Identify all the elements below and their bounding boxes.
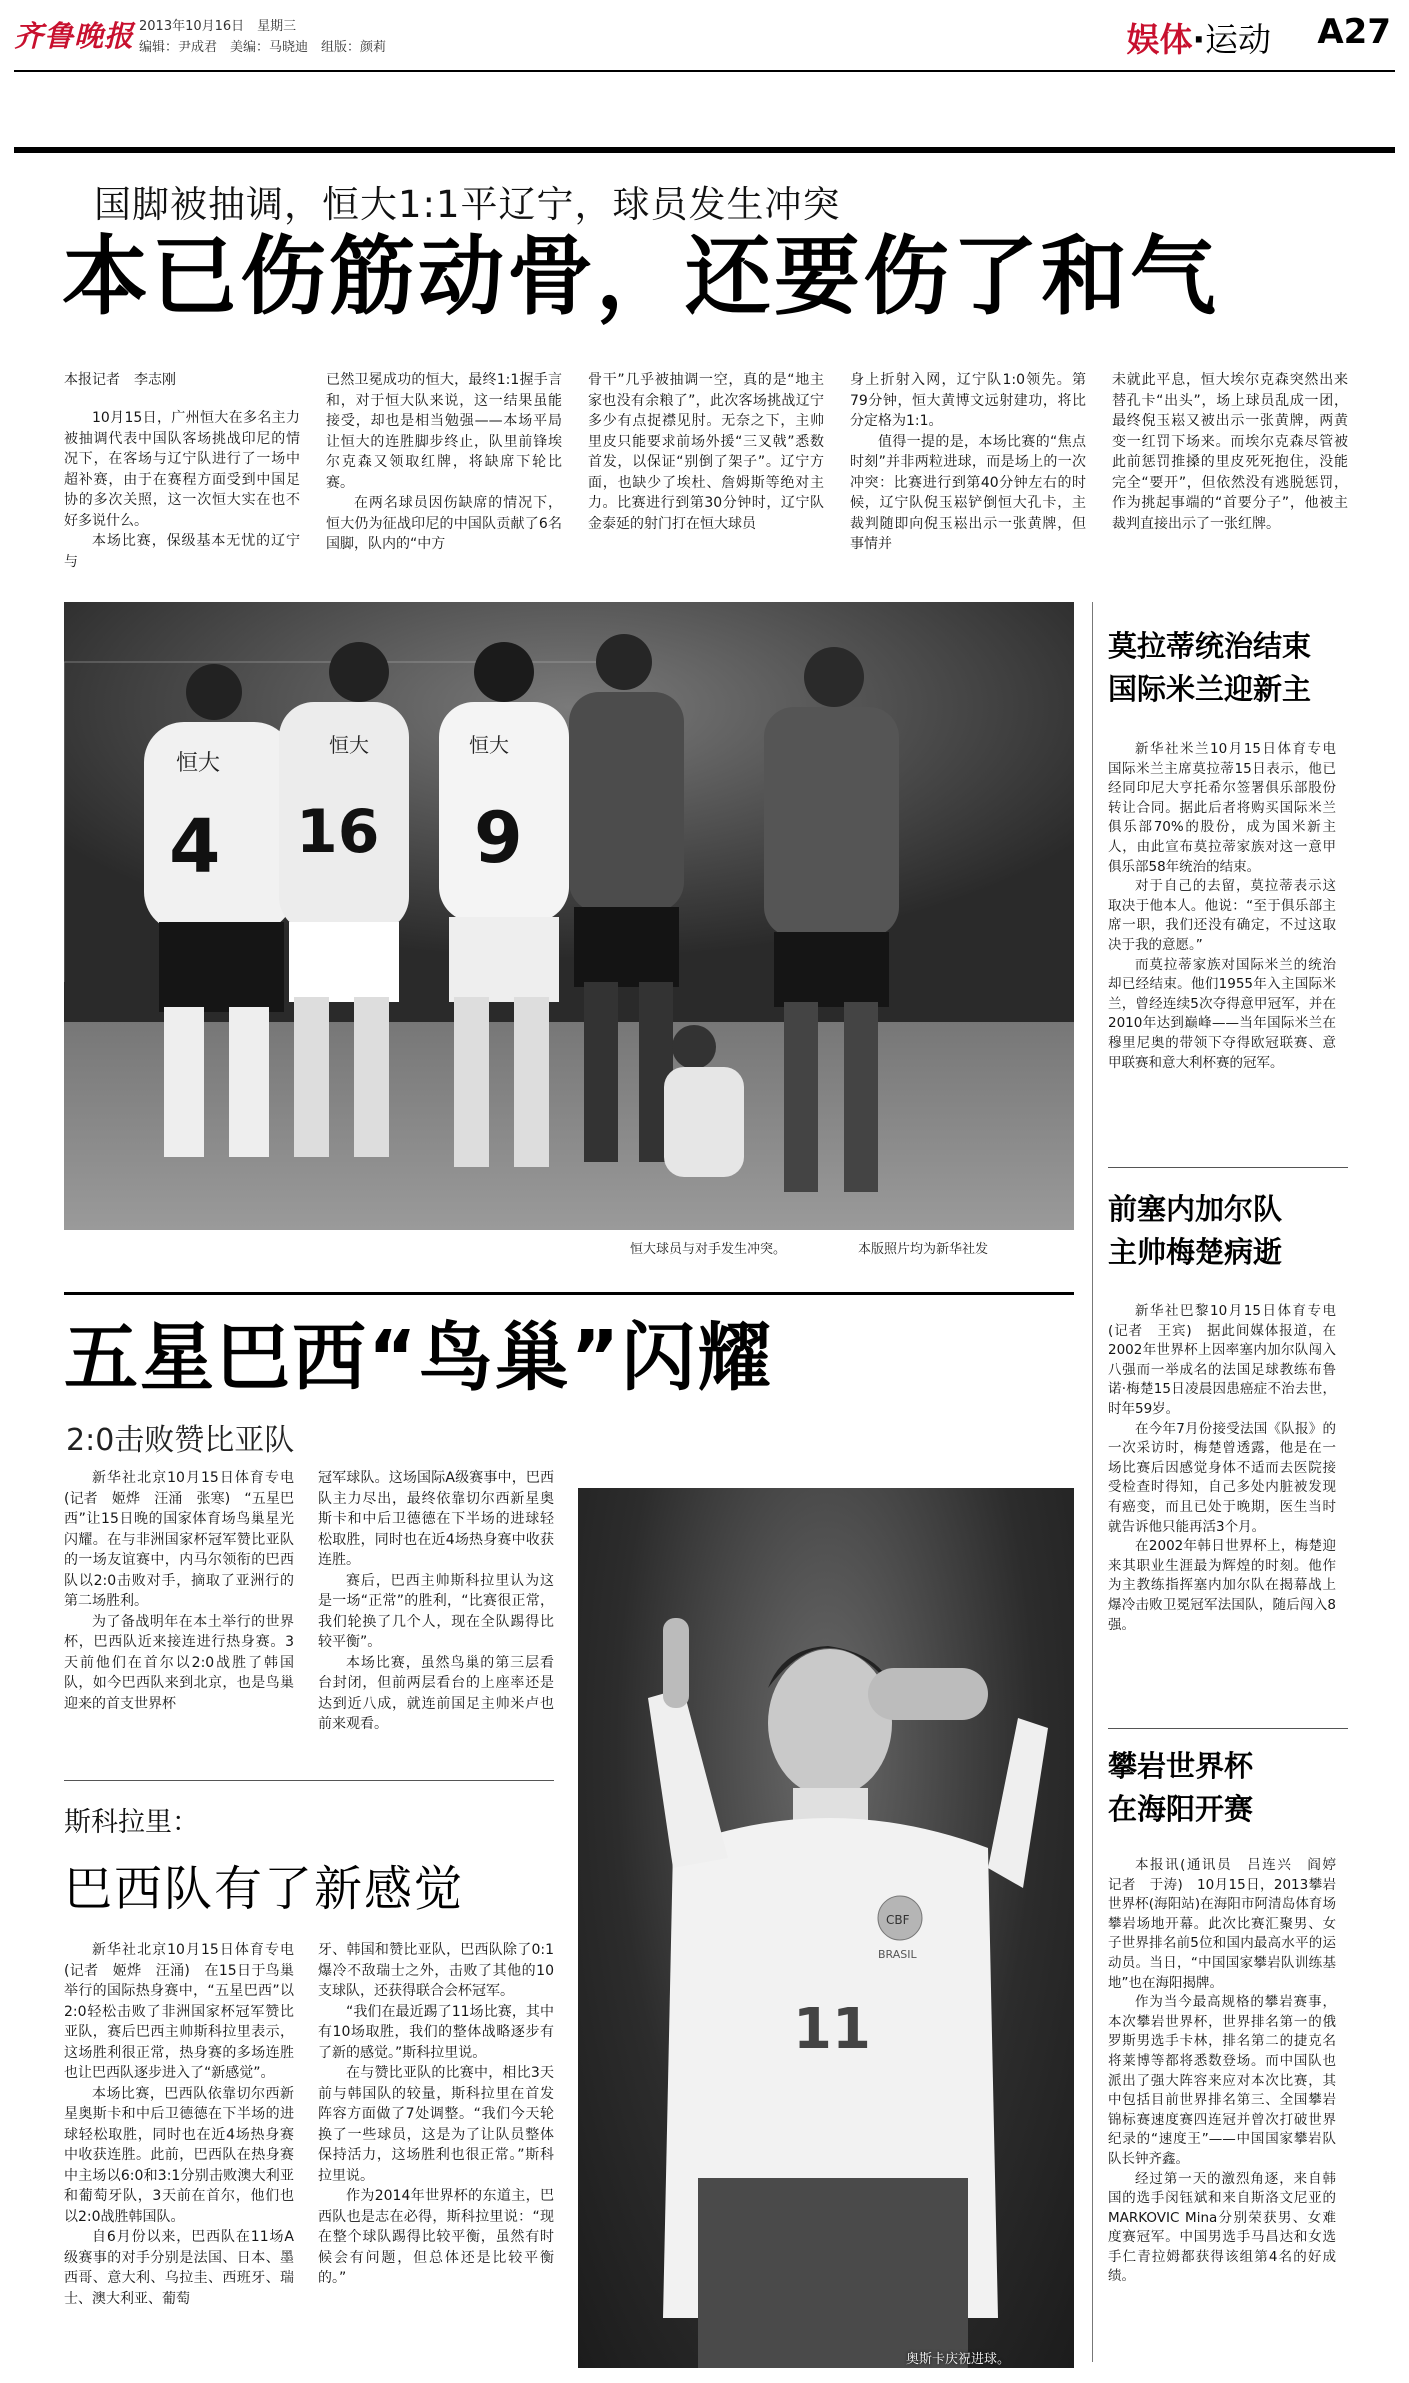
brazil-sub-divider xyxy=(64,1780,554,1781)
jersey-text: 恒大 xyxy=(176,751,221,776)
brazil-paragraph: 自6月份以来，巴西队在11场A级赛事的对手分别是法国、日本、墨西哥、意大利、乌拉圭、西班牙、瑞士、澳大利亚、葡萄 xyxy=(64,2229,294,2307)
sidebar-headline xyxy=(1108,1745,1388,1831)
brazil-paragraph: 新华社北京10月15日体育专电(记者 姬烨 汪涌) 在15日于鸟巢举行的国际热身赛中，“五星巴西”以2:0轻松击败了非洲国家杯冠军赞比亚队，赛后巴西主帅斯科拉里表示，这场胜利很正常，热身赛的多场连胜也让巴西队逐步进入了“新感觉”。 xyxy=(64,1942,294,2081)
sidebar-paragraph: 作为当今最高规格的攀岩赛事，本次攀岩世界杯，世界排名第一的俄罗斯男选手卡林，排名第二的捷克名将莱博等都将悉数登场。而中国队也派出了强大阵容来应对本次比赛，其中包括目前世界排名第三、全国攀岩锦标赛速度赛四连冠并曾次打破世界纪录的“速度王”——中国国家攀岩队队长钟齐鑫。 xyxy=(1108,1994,1336,2167)
brazil-column-4 xyxy=(318,1940,554,2289)
sidebar-headline-line: 攀岩世界杯 xyxy=(1108,1749,1254,1783)
brazil-paragraph: 牙、韩国和赞比亚队，巴西队除了0:1爆冷不敌瑞士之外，击败了其他的10支球队，还获得联合会杯冠军。 xyxy=(318,1942,554,1999)
lead-paragraph: 已然卫冕成功的恒大，最终1:1握手言和，对于恒大队来说，这一结果虽能接受，却也是相当勉强——本场平局让恒大的连胜脚步终止，队里前锋埃尔克森又领取红牌，将缺席下轮比赛。 xyxy=(326,372,562,491)
brazil-photo-graphic xyxy=(578,1488,1074,2368)
lead-column-4 xyxy=(850,370,1086,555)
sidebar-article xyxy=(1108,1856,1350,2287)
jersey-number: 9 xyxy=(474,797,523,879)
masthead xyxy=(0,0,1409,70)
sidebar-paragraph: 本报讯(通讯员 吕连兴 阎婷 记者 于涛) 10月15日，2013攀岩世界杯(海阳站)在海阳市阿清岛体育场攀岩场地开幕。此次比赛汇聚男、女子世界排名前5位和国内最高水平的运动员。当日，“中国国家攀岩队训练基地”也在海阳揭牌。 xyxy=(1108,1857,1350,1991)
jersey-number: 11 xyxy=(793,1997,871,2062)
sidebar-divider xyxy=(1108,1728,1348,1729)
shirt-crest-text: CBF xyxy=(886,1913,910,1927)
brazil-top-rule xyxy=(64,1292,1074,1295)
sidebar-headline-line: 在海阳开赛 xyxy=(1108,1792,1254,1826)
sidebar-article xyxy=(1108,740,1350,1073)
brazil-paragraph: 作为2014年世界杯的东道主，巴西队也是志在必得，斯科拉里说：“现在整个球队踢得比较平衡，虽然有时候会有问题，但总体还是比较平衡的。” xyxy=(318,2188,554,2286)
brazil-headline-2: 巴西队有了新感觉 xyxy=(64,1861,465,1917)
sidebar-paragraph: 在2002年韩日世界杯上，梅楚迎来其职业生涯最为辉煌的时刻。他作为主教练指挥塞内加尔队在揭幕战上爆冷击败卫冕冠军法国队，随后闯入8强。 xyxy=(1108,1538,1336,1633)
lead-paragraph: 在两名球员因伤缺席的情况下，恒大仍为征战印尼的中国队贡献了6名国脚，队内的“中方 xyxy=(326,495,562,552)
page-number: A27 xyxy=(1317,12,1391,52)
section-name-a: 娱体 xyxy=(1126,20,1193,59)
shirt-country-text: BRASIL xyxy=(878,1948,917,1961)
sidebar-headline-line: 国际米兰迎新主 xyxy=(1108,672,1312,706)
lead-column-2 xyxy=(326,370,562,555)
lead-paragraph: 本场比赛，保级基本无忧的辽宁与 xyxy=(64,533,300,570)
lead-photo-graphic xyxy=(64,602,1074,1230)
lead-photo-credit: 本版照片均为新华社发 xyxy=(858,1242,989,1257)
column-divider xyxy=(1092,602,1093,2362)
sidebar-headline xyxy=(1108,625,1388,711)
sidebar-paragraph: 新华社米兰10月15日体育专电 国际米兰主席莫拉蒂15日表示，他已经同印尼大亨托希尔签署俱乐部股份转让合同。据此后者将购买国际米兰俱乐部70%的股份，成为国米新主人，由此宣布莫拉蒂家族对这一意甲俱乐部58年统治的结束。 xyxy=(1108,741,1350,875)
section-name xyxy=(1126,14,1271,61)
lead-paragraph: 骨干”几乎被抽调一空，真的是“地主家也没有余粮了”，此次客场挑战辽宁多少有点捉襟见肘。无奈之下，主帅里皮只能要求前场外援“三叉戟”悉数首发，以保证“别倒了架子”。辽宁方面，也缺少了埃杜、詹姆斯等绝对主力。比赛进行到第30分钟时，辽宁队金泰延的射门打在恒大球员 xyxy=(588,372,824,532)
lead-photo-caption: 恒大球员与对手发生冲突。 xyxy=(630,1242,787,1257)
masthead-rule xyxy=(14,70,1395,72)
sidebar-paragraph: 新华社巴黎10月15日体育专电(记者 王宾) 据此间媒体报道，在2002年世界杯上因率塞内加尔队闯入八强而一举成名的法国足球教练布鲁诺·梅楚15日凌晨因患癌症不治去世，时年59岁。 xyxy=(1108,1303,1336,1417)
lead-paragraph: 10月15日，广州恒大在多名主力被抽调代表中国队客场挑战印尼的情况下，在客场与辽宁队进行了一场中超补赛，由于在赛程方面受到中国足协的多次关照，这一次恒大实在也不好多说什么。 xyxy=(64,410,300,529)
brazil-paragraph: 本场比赛，巴西队依靠切尔西新星奥斯卡和中后卫德德在下半场的进球轻松取胜，同时也在近4场热身赛中收获连胜。此前，巴西队在热身赛中主场以6:0和3:1分别击败澳大利亚和葡萄牙队，3天前在首尔，他们也以2:0战胜韩国队。 xyxy=(64,2085,294,2225)
jersey-number: 4 xyxy=(169,804,221,890)
brazil-paragraph: 在与赞比亚队的比赛中，相比3天前与韩国队的较量，斯科拉里在首发阵容方面做了7处调整。“我们今天轮换了一些球员，这是为了让队员整体保持活力，这场胜利也很正常。”斯科拉里说。 xyxy=(318,2065,554,2184)
date-line: 2013年10月16日 星期三 xyxy=(139,19,297,34)
jersey-text: 恒大 xyxy=(469,733,509,757)
brazil-paragraph: 本场比赛，虽然鸟巢的第三层看台封闭，但前两层看台的上座率还是达到近八成，就连前国足主帅米卢也前来观看。 xyxy=(318,1654,554,1732)
brazil-paragraph: 为了备战明年在本土举行的世界杯，巴西队近来接连进行热身赛。3天前他们在首尔以2:0战胜了韩国队，如今巴西队来到北京，也是鸟巢迎来的首支世界杯 xyxy=(64,1613,294,1712)
brazil-column-3 xyxy=(64,1940,294,2309)
sidebar-headline-line: 主帅梅楚病逝 xyxy=(1108,1235,1283,1269)
staff-line: 编辑：尹成君 美编：马晓迪 组版：颜莉 xyxy=(139,40,387,55)
brazil-kicker: 斯科拉里： xyxy=(64,1807,199,1838)
sidebar-headline xyxy=(1108,1188,1388,1274)
brazil-photo xyxy=(578,1488,1074,2368)
lead-photo xyxy=(64,602,1074,1230)
sidebar-headline-line: 前塞内加尔队 xyxy=(1108,1192,1283,1226)
brazil-photo-caption: 奥斯卡庆祝进球。 xyxy=(906,2352,1011,2367)
lead-paragraph: 值得一提的是，本场比赛的“焦点时刻”并非两粒进球，而是场上的一次冲突：比赛进行到第40分钟左右的时候，辽宁队倪玉崧铲倒恒大孔卡，主裁判随即向倪玉崧出示一张黄牌，但事情并 xyxy=(850,433,1086,552)
newspaper-logo: 齐鲁晚报 xyxy=(14,19,135,53)
lead-paragraph: 未就此平息，恒大埃尔克森突然出来替孔卡“出头”，场上球员乱成一团，最终倪玉崧又被出示一张黄牌，两黄变一红罚下场来。而埃尔克森尽管被此前惩罚推搡的里皮死死抱住，没能完全“要开”，但依然没有逃脱惩罚，作为挑起事端的“首要分子”，他被主裁判直接出示了一张红牌。 xyxy=(1112,372,1348,532)
lead-byline: 本报记者 李志刚 xyxy=(64,372,176,388)
brazil-paragraph: “我们在最近踢了11场比赛，其中有10场取胜，我们的整体战略逐步有了新的感觉。”斯科拉里说。 xyxy=(318,2003,554,2061)
brazil-paragraph: 赛后，巴西主帅斯科拉里认为这是一场“正常”的胜利，“比赛很正常，我们轮换了几个人，现在全队踢得比较平衡”。 xyxy=(318,1572,554,1650)
sidebar-headline-line: 莫拉蒂统治结束 xyxy=(1108,629,1312,663)
brazil-subhead: 2:0击败赞比亚队 xyxy=(66,1423,295,1458)
sidebar-paragraph: 经过第一天的激烈角逐，来自韩国的选手闵钰斌和来自斯洛文尼亚的MARKOVIC Mina分别荣获男、女难度赛冠军。中国男选手马昌达和女选手仁青拉姆都获得该组第4名的好成绩。 xyxy=(1108,2170,1336,2285)
sidebar-divider xyxy=(1108,1167,1348,1168)
sidebar-paragraph: 对于自己的去留，莫拉蒂表示这取决于他本人。他说：“至于俱乐部主席一职，我们还没有确定，不过这取决于我的意愿。” xyxy=(1108,878,1336,953)
jersey-text: 恒大 xyxy=(329,733,369,757)
lead-column-1 xyxy=(64,408,300,572)
lead-top-rule xyxy=(14,147,1395,153)
sidebar-paragraph: 在今年7月份接受法国《队报》的一次采访时，梅楚曾透露，他是在一场比赛后因感觉身体不适而去医院接受检查时得知，自己多处内脏被发现有癌变，而且已处于晚期，医生当时就告诉他只能再活3个月。 xyxy=(1108,1420,1336,1535)
sidebar-paragraph: 而莫拉蒂家族对国际米兰的统治却已经结束。他们1955年入主国际米兰，曾经连续5次夺得意甲冠军，并在2010年达到巅峰——当年国际米兰在穆里尼奥的带领下夺得欧冠联赛、意甲联赛和意大利杯赛的冠军。 xyxy=(1108,956,1336,1071)
brazil-column-1 xyxy=(64,1468,294,1714)
lead-column-5 xyxy=(1112,370,1348,534)
section-dot: · xyxy=(1192,20,1205,59)
brazil-headline: 五星巴西“鸟巢”闪耀 xyxy=(64,1315,774,1401)
lead-paragraph: 身上折射入网，辽宁队1:0领先。第79分钟，恒大黄博文远射建功，将比分定格为1:1。 xyxy=(850,372,1086,429)
sidebar-article xyxy=(1108,1302,1336,1635)
brazil-paragraph: 新华社北京10月15日体育专电(记者 姬烨 汪涌 张寒) “五星巴西”让15日晚的国家体育场鸟巢星光闪耀。在与非洲国家杯冠军赞比亚队的一场友谊赛中，内马尔领衔的巴西队以2:0击败对手，摘取了亚洲行的第二场胜利。 xyxy=(64,1470,294,1609)
section-name-b: 运动 xyxy=(1205,20,1271,59)
brazil-paragraph: 冠军球队。这场国际A级赛事中，巴西队主力尽出，最终依靠切尔西新星奥斯卡和中后卫德德在下半场的进球轻松取胜，同时也在近4场热身赛中收获连胜。 xyxy=(318,1470,554,1568)
lead-headline: 本已伤筋动骨，还要伤了和气 xyxy=(62,227,1219,327)
lead-kicker: 国脚被抽调，恒大1:1平辽宁，球员发生冲突 xyxy=(94,183,841,226)
jersey-number: 16 xyxy=(296,797,380,867)
brazil-column-2 xyxy=(318,1468,554,1735)
lead-column-3 xyxy=(588,370,824,534)
